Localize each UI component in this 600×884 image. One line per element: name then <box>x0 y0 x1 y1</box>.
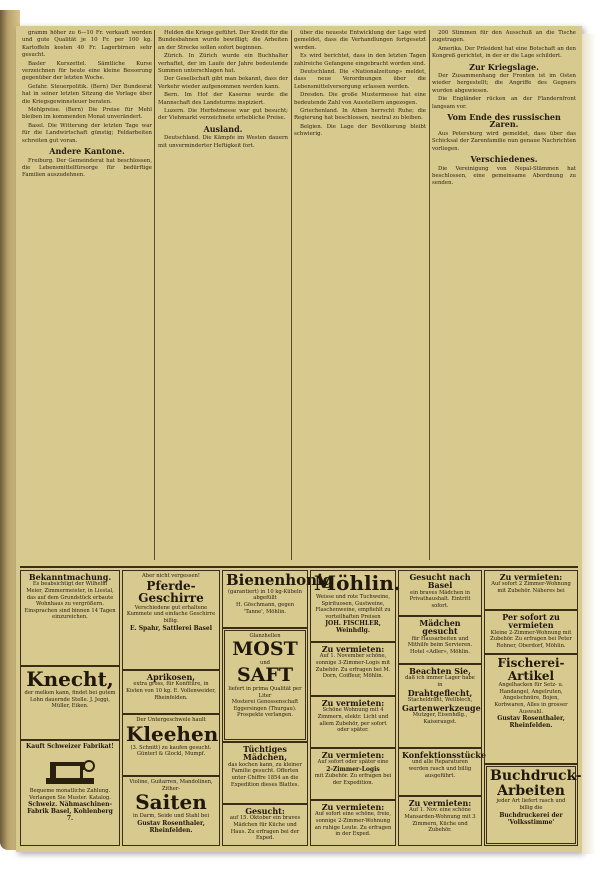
ad-body: Schöne Wohnung mit 4 Zimmern, elektr. Licht und allem Zubehör, per sofort oder später. <box>317 707 389 734</box>
ad-body: Bequeme monatliche Zahlung. Verlangen Sie Muster. Katalog. <box>29 788 111 801</box>
ad-vermieten-3 <box>310 748 396 800</box>
ad-title: Zu vermieten: <box>321 644 385 654</box>
ad-title: Kleehen <box>126 721 219 746</box>
ad-footer: Schweiz. Nähmaschinen-Fabrik Basel, Kohlenberg 7. <box>27 801 113 823</box>
ad-title: Zu vermieten: <box>499 572 563 582</box>
article-paragraph: Basler Kurszettel. Sämtliche Kurse verzeichnen für heute eine kleine Besserung gegenüber der letzten Woche. <box>22 60 152 82</box>
section-heading: Andere Kantone. <box>49 146 125 157</box>
article-paragraph: Dresden. Die große Mustermesse hat eine bedeutende Zahl von Ausstellern angezogen. <box>294 92 426 106</box>
section-heading: Vom Ende des russischen Zaren. <box>447 112 561 130</box>
ad-body: liefert in prima Qualität per Liter <box>228 686 302 699</box>
article-paragraph: Luzern. Die Herbstmesse war gut besucht; der Viehmarkt verzeichnete erhebliche Preise. <box>158 108 288 122</box>
article-paragraph: Helden die Kriege geführt. Der Kredit für die Bundesbahnen wurde bewilligt; die Arbeiten an der Strecke sollen sofort beginnen. <box>158 30 288 51</box>
ad-moehlin-weine <box>310 570 401 642</box>
ad-kicker: Aber nicht vergessen! <box>142 573 200 579</box>
article-paragraph: Die Engländer rücken an der Flandernfront langsam vor. <box>432 96 576 110</box>
ad-title-saft: SAFT <box>236 664 294 687</box>
ad-footer: JOH. FISCHLER, Weinhdlg. <box>325 620 381 635</box>
ad-footer: E. Spahr, Sattlerei Basel <box>129 624 213 632</box>
article-paragraph: gramm höher zu 6—10 Fr. verkauft werden und gute Qualität je 10 Fr. per 100 kg. Kartoffeln kosten 40 Fr. Lagerbirnen sehr gesucht. <box>22 30 152 59</box>
ad-body: Auf sofort oder später eine <box>317 759 389 766</box>
ad-title: Mädchen gesucht <box>419 618 461 637</box>
ad-buchdruck <box>484 764 582 846</box>
ad-vermieten-5 <box>398 796 482 846</box>
ad-konfektion <box>398 748 486 796</box>
ad-eisenhandlung <box>398 664 482 748</box>
section-heading: Zur Kriegslage. <box>469 61 539 72</box>
section-heading: Ausland. <box>203 123 243 134</box>
ad-footer: Gustav Rosenthaler, Rheinfelden. <box>497 715 565 730</box>
ads-divider <box>20 566 578 568</box>
ad-body-2: Stacheldraht, Wellblech, <box>407 696 473 703</box>
text-column-2 <box>158 30 288 560</box>
ad-vermieten-2 <box>310 696 396 748</box>
article-paragraph: Basel. Die Witterung der letzten Tage war für die Landwirtschaft günstig; Feldarbeiten schreiten gut voran. <box>22 122 152 144</box>
ad-title-2: Arbeiten <box>497 782 565 799</box>
ad-footer: Mosterei Genossenschaft Eggersingen (Thurgau). Prospekte verlangen. <box>231 699 299 719</box>
article-paragraph: Amerika. Der Präsident hat eine Botschaft an den Kongreß gerichtet, in der er die Lage schildert. <box>432 45 576 60</box>
ad-title: Bienenhonig <box>226 571 334 589</box>
ad-title: Tüchtiges Mädchen, <box>242 744 287 763</box>
ad-kleehen <box>122 714 220 776</box>
page-edge <box>582 34 596 854</box>
ad-body: jeder Art liefert rasch und billig die <box>496 798 566 811</box>
ad-title-most: MOST <box>232 637 298 660</box>
ad-aprikosen <box>122 670 220 714</box>
article-paragraph: Zürich. In Zürich wurde ein Buchhalter verhaftet, der im Laufe der Jahre bedeutende Summen unterschlagen hat. <box>158 53 288 75</box>
article-paragraph: Der Gesellschaft gibt man bekannt, dass der Verkehr wieder aufgenommen werden kann. <box>158 76 288 90</box>
ad-vermieten-7 <box>484 610 578 654</box>
ad-title: Pferde-Geschirre <box>138 578 204 606</box>
ad-kicker: Der Untergeschwele hault <box>136 717 206 723</box>
ad-body: Es beabsichtigt der Wilhelm Meier, Zimmermeister, in Liestal, das auf dem Grundstück erbaute Wohnhaus zu vergrößern. Einsprachen sind binnen 14 Tagen einzureichen. <box>24 581 116 621</box>
article-paragraph: Freiburg. Der Gemeinderat hat beschlossen, die Lebensmittelfürsorge für bedürftige Familien auszudehnen. <box>22 157 152 179</box>
ad-knecht <box>20 666 120 740</box>
ad-conjunction: und <box>259 659 270 666</box>
column-rule <box>429 30 430 560</box>
article-paragraph: über die neueste Entwicklung der Lage wird gemeldet, dass die Verhandlungen fortgesetzt werden. <box>294 30 426 51</box>
ad-body: extra gross, für Konfitüre, in Kisten von 10 kg. E. Vollenweider, Rheinfelden. <box>126 681 216 701</box>
ad-vermieten-1 <box>310 642 396 696</box>
ad-sewing-machine <box>20 740 120 846</box>
ad-kicker: Violine, Guitarren, Mandolinen, Zither- <box>129 779 213 792</box>
ad-footer: Mutzger, Eisenhdlg., Kaiseraugst. <box>412 711 468 725</box>
ad-maedchen-gesucht <box>398 616 482 664</box>
ad-title: Fischerei-Artikel <box>497 656 565 683</box>
ad-body: Kleine 2-Zimmer-Wohnung mit Zubehör. Zu erfragen bei Peter Rohner, Oberdorf, Möhlin. <box>490 629 572 649</box>
ad-subtitle: Drahtgeflecht, <box>407 687 473 698</box>
ad-body: das kochen kann, zu kleiner Familie gesucht. Offerten unter Chiffre 1854 an die Expedition dieses Blattes. <box>228 761 302 788</box>
ad-title: Gesucht: <box>245 806 285 816</box>
article-paragraph: Der Zusammenhang der Fronten ist im Osten wieder hergestellt; die Angriffe des Gegners wurden abgewiesen. <box>432 73 576 94</box>
ad-title: Zu vermieten: <box>408 798 472 808</box>
article-paragraph: Deutschland. Die Kämpfe im Westen dauern mit unverminderter Heftigkeit fort. <box>158 135 288 149</box>
text-column-1 <box>22 30 152 560</box>
ad-body: Auf sofort 2 Zimmer-Wohnung mit Zubehör. Näheres bei <box>491 581 571 594</box>
ad-body: daß ich immer Lager habe in <box>405 675 475 688</box>
ad-title: Zu vermieten: <box>321 750 385 760</box>
section-heading: Verschiedenes. <box>470 154 538 165</box>
ad-maedchen <box>222 742 308 804</box>
article-paragraph: Deutschland. Die «Nationalzeitung» meldet, dass neue Verordnungen über die Lebensmittelversorgung erlassen werden. <box>294 69 426 90</box>
ad-fischerei <box>484 654 578 764</box>
ad-title: Konfektionsstücke <box>402 750 486 760</box>
ad-body-extra: mit Zubehör. Zu erfragen bei der Expedition. <box>314 772 392 786</box>
ad-most-saft <box>222 628 308 742</box>
article-paragraph: Aus Petersburg wird gemeldet, dass über das Schicksal der Zarenfamilie nun genaue Nachrichten vorliegen. <box>432 130 576 152</box>
ad-subtitle-2: Gartenwerkzeuge <box>402 702 481 713</box>
ad-body: Auf sofort eine schöne, freie, sonnige 2-Zimmer-Wohnung an ruhige Leute. Zu erfragen in der Exped. <box>314 811 392 838</box>
ad-title: Bekanntmachung. <box>28 572 112 582</box>
advertisement-section <box>20 570 582 848</box>
ad-body: und alle Reparaturen werden rasch und billig ausgeführt. <box>408 759 472 779</box>
ad-footer: Buchdruckerei der 'Volksstimme' <box>499 811 563 826</box>
ad-bienenhonig <box>222 570 334 628</box>
column-rule <box>291 30 292 560</box>
ad-body: Auf 1. November schöne, sonnige 3-Zimmer-Logis mit Zubehör. Zu erfragen bei M. Dorn, Coiffeur, Möhlin. <box>315 653 391 680</box>
ad-body: in Darm, Seide und Stahl bei <box>132 813 209 820</box>
ad-title: Per sofort zu vermieten <box>502 612 560 631</box>
ad-gesucht <box>222 804 308 846</box>
ad-body: auf 15. Oktober ein braves Mädchen für Küche und Haus. Zu erfragen bei der Exped. <box>229 815 301 842</box>
ad-bekanntmachung <box>20 570 120 666</box>
ad-pferdegeschirre <box>122 570 220 670</box>
ad-title: Beachten Sie, <box>409 666 471 676</box>
ad-footer: Gustav Rosenthaler, Rheinfelden. <box>137 819 205 834</box>
sewing-machine-icon <box>40 752 100 786</box>
ad-body: (3. Schnitt) zu kaufen gesucht. Günterl & Glockl, Mumpf. <box>130 744 212 758</box>
ad-highlight: 2-Zimmer-Logis <box>326 765 380 773</box>
ad-body: der melken kann, findet bei gutem Lohn dauernde Stelle. J. Jeggi, Müller, Eiken. <box>24 690 116 710</box>
ad-body: Angelhacken für Setz- u. Handangel, Angelruten, Angelschnüre, Bojen, Korbwaren, Alles in grosser Auswahl. <box>494 682 568 715</box>
ad-body: (garantiert) in 10 kg-Kübeln abgefüllt <box>227 588 302 602</box>
ad-body: für Hausarbeiten und Mithilfe beim Servieren. Hotel «Adler», Möhlin. <box>407 635 473 655</box>
ad-title: Zu vermieten: <box>321 802 385 812</box>
ad-title-1: Buchdruck- <box>490 768 582 784</box>
ad-vermieten-6 <box>484 570 578 610</box>
ad-title: Saiten <box>135 790 207 815</box>
article-paragraph: Mehlpreise. (Bern) Die Preise für Mehl bleiben im kommenden Monat unverändert. <box>22 107 152 121</box>
article-paragraph: 200 Stimmen für den Ausschuß an die Tische zugetragen. <box>432 30 576 44</box>
ad-saiten <box>122 776 220 846</box>
article-paragraph: Es wird berichtet, dass in den letzten Tagen zahlreiche Gefangene eingebracht worden sind. <box>294 53 426 67</box>
ad-title: Aprikosen, <box>146 672 196 682</box>
newspaper-page <box>16 26 582 852</box>
ad-footer: H. Göschmann, gegen 'Tanne', Möhlin. <box>235 601 295 615</box>
article-paragraph: Die Vereinigung von Nepal-Stämmen hat beschlossen, eine gemeinsame Abordnung zu senden. <box>432 165 576 187</box>
article-paragraph: Griechenland. In Athen herrscht Ruhe; die Regierung hat beschlossen, neutral zu bleiben. <box>294 108 426 122</box>
ad-gesucht-basel <box>398 570 482 616</box>
ad-body: Verschiedene gut erhaltene Kummete und einfache Geschirre billig. <box>126 604 216 624</box>
ad-body: Auf 1. Nov. eine schöne Mansarden-Wohnung mit 3 Zimmern, Küche und Zubehör. <box>404 807 476 834</box>
text-column-4 <box>432 30 576 560</box>
text-column-3 <box>294 30 426 560</box>
ad-body: ein braves Mädchen in Privathaushalt. Eintritt sofort. <box>409 589 471 609</box>
article-paragraph: Belgien. Die Lage der Bevölkerung bleibt schwierig. <box>294 123 426 138</box>
ad-title: Möhlin. <box>314 571 401 595</box>
ad-title: Zu vermieten: <box>321 698 385 708</box>
ad-title: Gesucht nach Basel <box>409 572 471 591</box>
ad-body: Weisse und rote Tuchweine, Spirituosen, Gustweine, Flaschenweine, empfiehlt zu vorteilhaften Preisen <box>315 594 391 620</box>
column-rule <box>154 30 155 560</box>
ad-kicker: Glanzhellen <box>249 633 281 639</box>
ad-vermieten-4 <box>310 800 396 846</box>
article-paragraph: Bern. Im Hof der Kaserne wurde die Mannschaft des Landsturms inspiziert. <box>158 92 288 106</box>
ad-title: Knecht, <box>26 667 114 691</box>
article-paragraph: Gefahr. Steuerpolitik. (Bern) Der Bundesrat hat in seiner letzten Sitzung die Vorlage über die Kriegsgewinnsteuer beraten. <box>22 83 152 105</box>
ad-title: Kauft Schweizer Fabrikat! <box>26 743 114 750</box>
